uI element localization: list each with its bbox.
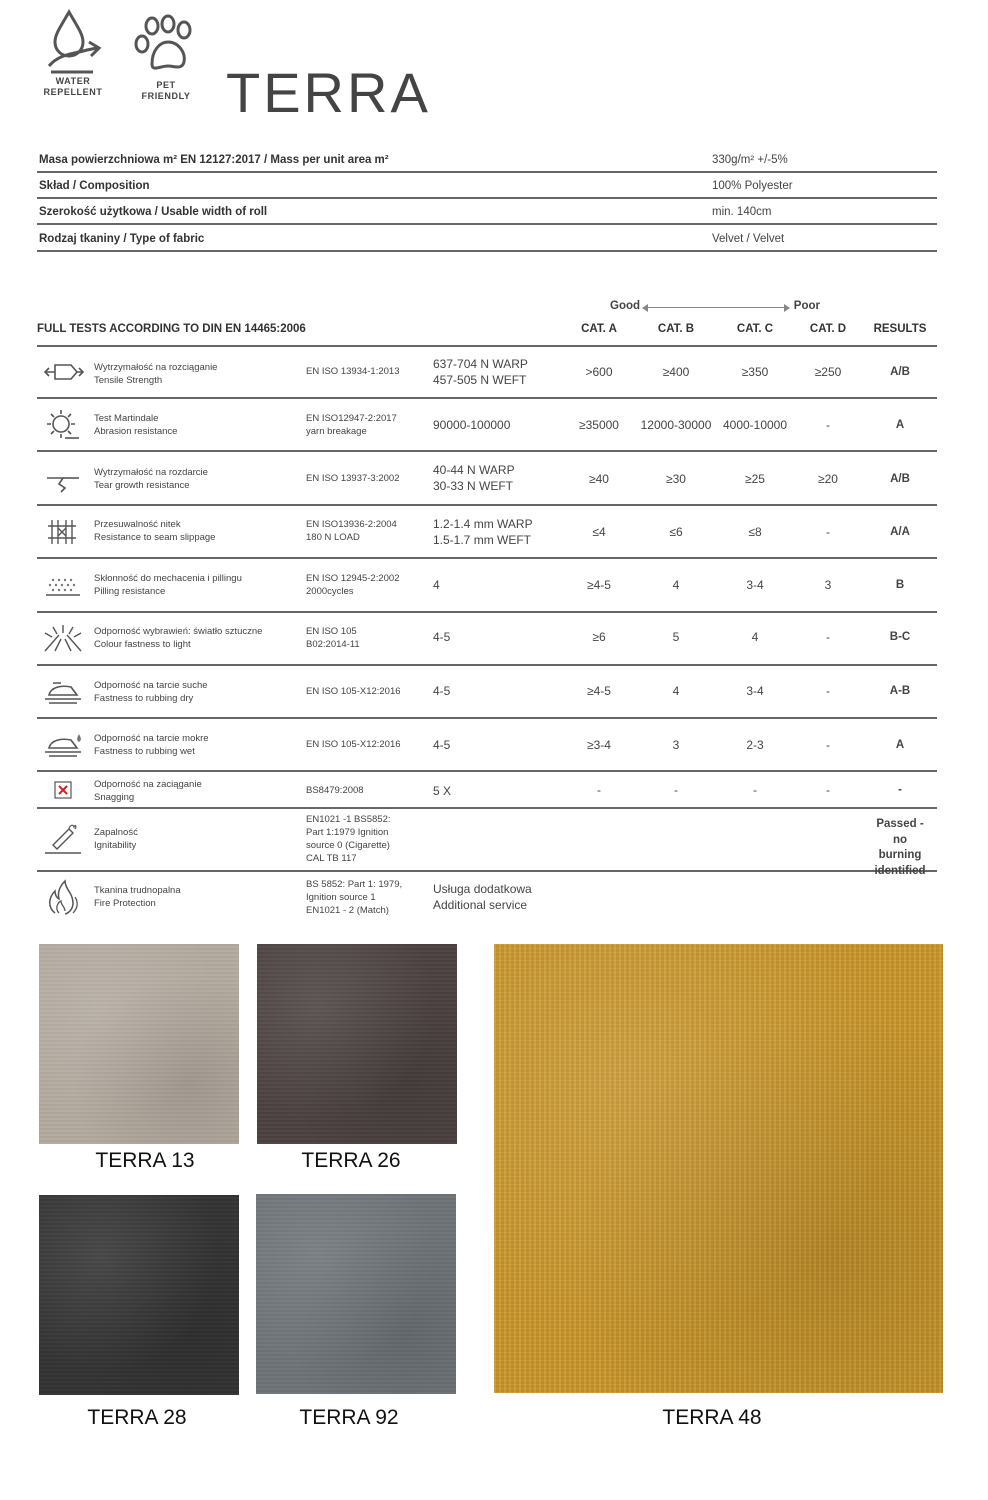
swatch-label: TERRA 26 <box>301 1149 401 1172</box>
test-row-rubbing-wet <box>37 719 937 772</box>
swatch-terra-13 <box>39 944 239 1144</box>
cat-b-value: ≤6 <box>669 525 683 539</box>
swatch-terra-26 <box>257 944 457 1144</box>
spec-label: Masa powierzchniowa m² EN 12127:2017 / Mass per unit area m² <box>39 154 389 166</box>
cat-a-value: ≤4 <box>592 525 606 539</box>
result-value: A/A <box>890 526 910 538</box>
cat-d-value: - <box>826 630 830 644</box>
ignitability-icon <box>43 821 83 855</box>
badge-label: PET FRIENDLY <box>141 80 191 101</box>
test-value: 4 <box>433 578 440 592</box>
cat-d-value: ≥250 <box>814 365 842 379</box>
cat-b-value: 5 <box>672 630 680 644</box>
test-row-seam-slippage <box>37 506 937 559</box>
test-name-en: Pilling resistance <box>94 586 166 597</box>
test-name-pl: Tkanina trudnopalna <box>94 885 181 896</box>
col-cat-c: CAT. C <box>736 323 774 335</box>
cat-a-value: ≥4-5 <box>587 578 611 592</box>
cat-a-value: >600 <box>585 365 613 379</box>
test-name-pl: Odporność wybrawień: światło sztuczne <box>94 626 263 637</box>
test-standard: BS 5852: Part 1: 1979, Ignition source 1 EN1021 - 2 (Match) <box>306 879 403 916</box>
col-results: RESULTS <box>873 323 927 335</box>
result-value: Passed - no burning identified <box>874 818 926 877</box>
test-name-en: Fire Protection <box>94 898 156 909</box>
snagging-icon <box>53 780 73 800</box>
test-name-en: Resistance to seam slippage <box>94 532 216 543</box>
test-standard: EN ISO13936-2:2004 180 N LOAD <box>306 519 397 543</box>
spec-label: Skład / Composition <box>39 180 150 192</box>
test-value: 637-704 N WARP 457-505 N WEFT <box>433 357 528 387</box>
cat-b-value: 4 <box>672 684 680 698</box>
tests-header <box>37 318 937 347</box>
test-name-pl: Zapalność <box>94 827 138 838</box>
result-value: A-B <box>889 685 911 697</box>
cat-d-value: - <box>826 783 830 797</box>
swatch-terra-28 <box>39 1195 239 1395</box>
spec-value: 100% Polyester <box>712 180 793 192</box>
spec-label: Szerokość użytkowa / Usable width of roll <box>39 206 268 218</box>
rubbing-wet-icon <box>41 730 85 760</box>
cat-a-value: ≥3-4 <box>587 738 611 752</box>
cat-b-value: - <box>674 783 678 797</box>
badge-label: WATER REPELLENT <box>43 76 103 97</box>
cat-b-value: ≥30 <box>666 472 686 486</box>
cat-d-value: - <box>826 684 830 698</box>
cat-c-value: - <box>753 783 757 797</box>
swatch-label: TERRA 48 <box>662 1406 762 1429</box>
cat-d-value: ≥20 <box>818 472 838 486</box>
test-value: 90000-100000 <box>433 418 511 432</box>
test-standard: BS8479:2008 <box>306 785 364 796</box>
test-standard: EN ISO 13934-1:2013 <box>306 366 400 377</box>
test-standard: EN ISO 105-X12:2016 <box>306 686 401 697</box>
test-row-fire-protection <box>37 872 937 924</box>
spec-value: min. 140cm <box>712 206 772 218</box>
test-name-en: Tensile Strength <box>94 375 163 386</box>
test-row-pilling <box>37 559 937 613</box>
test-value: 40-44 N WARP 30-33 N WEFT <box>433 463 515 493</box>
spec-row-type <box>37 224 937 252</box>
cat-c-value: ≤8 <box>748 525 762 539</box>
spec-label: Rodzaj tkaniny / Type of fabric <box>39 233 205 245</box>
result-value: B <box>895 579 905 591</box>
col-cat-a: CAT. A <box>581 323 617 335</box>
cat-b-value: ≥400 <box>662 365 690 379</box>
cat-b-value: 12000-30000 <box>640 418 712 432</box>
swatch-label: TERRA 13 <box>95 1149 195 1172</box>
badge-water-repellent <box>35 8 111 98</box>
test-value: 5 X <box>433 784 452 798</box>
cat-a-value: ≥35000 <box>579 418 619 432</box>
test-name-en: Ignitability <box>94 840 137 851</box>
swatch-label: TERRA 92 <box>299 1406 399 1429</box>
spec-row-width <box>37 197 937 225</box>
spec-row-mass <box>37 145 937 173</box>
test-name-pl: Odporność na tarcie suche <box>94 680 208 691</box>
spec-row-composition <box>37 171 937 199</box>
test-standard: EN ISO 105 B02:2014-11 <box>306 626 360 650</box>
test-name-en: Snagging <box>94 792 135 803</box>
paw-icon <box>134 14 198 74</box>
test-row-tear <box>37 452 937 506</box>
cat-d-value: - <box>826 738 830 752</box>
rubbing-dry-icon <box>41 677 85 707</box>
cat-c-value: 2-3 <box>746 738 764 752</box>
spec-value: 330g/m² +/-5% <box>712 154 788 166</box>
result-value: A/B <box>890 473 910 485</box>
badge-pet-friendly <box>128 14 204 102</box>
swatch-label: TERRA 28 <box>87 1406 187 1429</box>
scale-poor-label: Poor <box>793 300 820 312</box>
test-row-abrasion <box>37 399 937 452</box>
result-value: B-C <box>889 631 911 643</box>
tensile-strength-icon <box>41 357 85 387</box>
cat-c-value: 4000-10000 <box>722 418 788 432</box>
cat-c-value: 3-4 <box>746 578 764 592</box>
cat-d-value: - <box>826 418 830 432</box>
test-value: 4-5 <box>433 684 451 698</box>
test-name-pl: Odporność na tarcie mokre <box>94 733 209 744</box>
test-value: 1.2-1.4 mm WARP 1.5-1.7 mm WEFT <box>433 517 533 547</box>
swatch-terra-48 <box>494 944 943 1393</box>
test-standard: EN ISO 105-X12:2016 <box>306 739 401 750</box>
cat-c-value: 3-4 <box>746 684 764 698</box>
test-value: 4-5 <box>433 738 451 752</box>
test-row-ignitability <box>37 809 937 877</box>
fire-protection-icon <box>43 879 83 917</box>
test-name-pl: Przesuwalność nitek <box>94 519 181 530</box>
seam-slippage-icon <box>46 516 80 548</box>
test-row-tensile <box>37 345 937 399</box>
test-name-pl: Odporność na zaciąganie <box>94 779 202 790</box>
cat-b-value: 4 <box>672 578 680 592</box>
tear-growth-icon <box>43 464 83 494</box>
cat-a-value: ≥40 <box>589 472 609 486</box>
test-name-pl: Wytrzymałość na rozciąganie <box>94 362 218 373</box>
cat-a-value: ≥4-5 <box>587 684 611 698</box>
test-name-en: Abrasion resistance <box>94 426 178 437</box>
cat-d-value: - <box>826 525 830 539</box>
test-standard: EN ISO12947-2:2017 yarn breakage <box>306 413 397 437</box>
quality-scale <box>610 300 820 314</box>
result-value: - <box>898 784 902 796</box>
cat-a-value: - <box>597 783 601 797</box>
test-name-en: Fastness to rubbing wet <box>94 746 195 757</box>
test-standard: EN1021 -1 BS5852: Part 1:1979 Ignition source 0 (Cigarette) CAL TB 117 <box>306 814 391 864</box>
test-name-pl: Skłonność do mechacenia i pillingu <box>94 573 242 584</box>
scale-arrow-icon <box>648 307 784 308</box>
test-standard: EN ISO 12945-2:2002 2000cycles <box>306 573 400 597</box>
water-repellent-icon <box>43 8 103 74</box>
light-fastness-icon <box>41 621 85 655</box>
result-value: A <box>895 739 905 751</box>
test-name-en: Fastness to rubbing dry <box>94 693 194 704</box>
test-row-rubbing-dry <box>37 666 937 719</box>
cat-a-value: ≥6 <box>592 630 606 644</box>
test-name-pl: Wytrzymałość na rozdarcie <box>94 467 208 478</box>
abrasion-icon <box>43 408 83 442</box>
cat-c-value: ≥350 <box>741 365 769 379</box>
test-value: Usługa dodatkowa Additional service <box>433 882 532 912</box>
test-row-light-fastness <box>37 613 937 666</box>
swatch-terra-92 <box>256 1194 456 1394</box>
result-value: A/B <box>890 366 910 378</box>
result-value: A <box>895 419 905 431</box>
test-name-en: Colour fastness to light <box>94 639 191 650</box>
product-title: TERRA <box>226 61 431 124</box>
test-row-snagging <box>37 772 937 809</box>
cat-b-value: 3 <box>672 738 680 752</box>
cat-c-value: ≥25 <box>745 472 765 486</box>
scale-good-label: Good <box>610 300 641 312</box>
col-cat-d: CAT. D <box>809 323 847 335</box>
spec-value: Velvet / Velvet <box>712 233 785 245</box>
test-name-pl: Test Martindale <box>94 413 159 424</box>
test-standard: EN ISO 13937-3:2002 <box>306 473 400 484</box>
cat-d-value: 3 <box>824 578 832 592</box>
test-value: 4-5 <box>433 630 451 644</box>
col-cat-b: CAT. B <box>657 323 695 335</box>
pilling-icon <box>43 570 83 600</box>
tests-heading: FULL TESTS ACCORDING TO DIN EN 14465:2006 <box>37 323 306 335</box>
test-name-en: Tear growth resistance <box>94 480 190 491</box>
cat-c-value: 4 <box>751 630 759 644</box>
